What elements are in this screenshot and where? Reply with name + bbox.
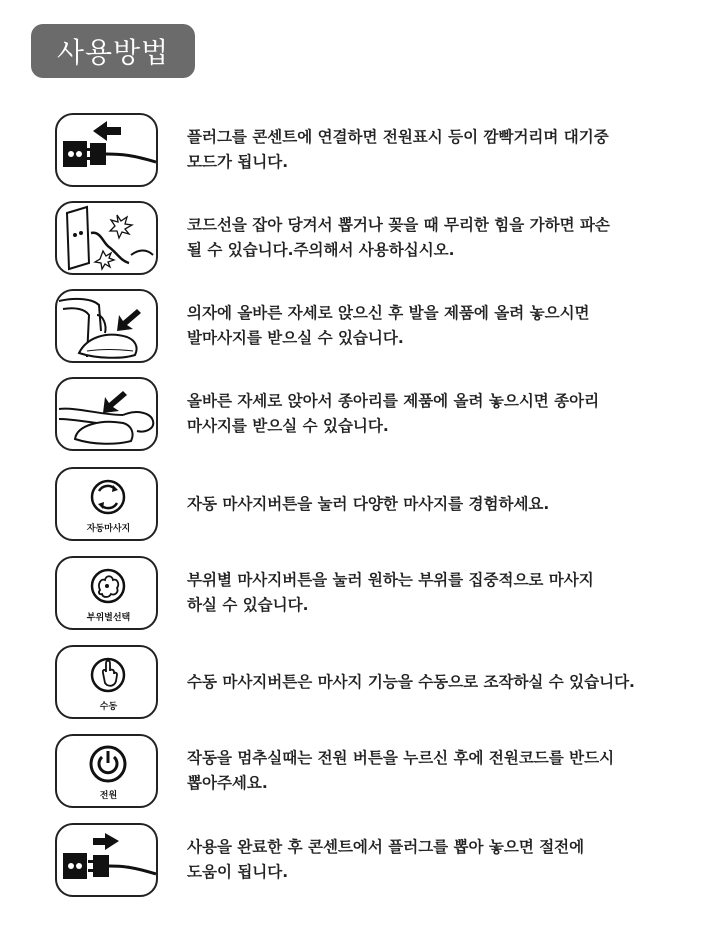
plug-in-icon xyxy=(55,113,158,187)
button-label: 수동 xyxy=(99,702,118,712)
step-line: 올바른 자세로 앉아서 종아리를 제품에 올려 놓으시면 종아리 xyxy=(187,392,600,410)
step-auto-massage xyxy=(55,467,695,545)
step-line: 발마사지를 받으실 수 있습니다. xyxy=(187,329,404,347)
step-manual xyxy=(55,645,695,723)
step-line: 될 수 있습니다.주의해서 사용하십시오. xyxy=(187,241,455,259)
step-text xyxy=(187,289,692,363)
chair-foot-massage-icon xyxy=(55,289,158,363)
step-line: 마사지를 받으실 수 있습니다. xyxy=(187,417,389,435)
step-text xyxy=(187,823,692,897)
step-text xyxy=(187,645,692,719)
step-line: 작동을 멈추실때는 전원 버튼을 누르신 후에 전원코드를 반드시 xyxy=(187,749,615,767)
step-calf-massage xyxy=(55,377,695,455)
step-text xyxy=(187,556,692,630)
auto-massage-button-icon xyxy=(55,467,158,541)
step-plug-in xyxy=(55,113,695,191)
step-cord-warning xyxy=(55,201,695,279)
manual-button-icon xyxy=(55,645,158,719)
cord-pull-warning-icon xyxy=(55,201,158,275)
step-line: 자동 마사지버튼을 눌러 다양한 마사지를 경험하세요. xyxy=(187,494,550,513)
area-select-button-icon xyxy=(55,556,158,630)
button-label: 자동마사지 xyxy=(86,524,131,534)
step-line: 부위별 마사지버튼을 눌러 원하는 부위를 집중적으로 마사지 xyxy=(187,571,594,589)
step-text xyxy=(187,113,692,187)
power-button-icon xyxy=(55,734,158,808)
step-line: 플러그를 콘센트에 연결하면 전원표시 등이 깜빡거리며 대기중 xyxy=(187,128,609,146)
step-line: 뽑아주세요. xyxy=(187,774,268,792)
step-line: 모드가 됩니다. xyxy=(187,153,289,171)
page-title: 사용방법 xyxy=(56,36,170,69)
step-line: 사용을 완료한 후 콘센트에서 플러그를 뽑아 놓으면 절전에 xyxy=(187,838,585,856)
step-line: 하실 수 있습니다. xyxy=(187,596,309,614)
button-label: 부위별선택 xyxy=(86,613,131,623)
step-foot-massage xyxy=(55,289,695,367)
step-unplug xyxy=(55,823,695,901)
step-text xyxy=(187,201,692,275)
step-text xyxy=(187,377,692,451)
title-badge xyxy=(31,24,195,78)
step-text xyxy=(187,467,692,541)
unplug-icon xyxy=(55,823,158,897)
step-line: 코드선을 잡아 당겨서 뽑거나 꽂을 때 무리한 힘을 가하면 파손 xyxy=(187,216,610,234)
button-label: 전원 xyxy=(99,791,118,801)
step-area-select xyxy=(55,556,695,634)
step-line: 수동 마사지버튼은 마사지 기능을 수동으로 조작하실 수 있습니다. xyxy=(187,672,635,691)
calf-massage-icon xyxy=(55,377,158,451)
step-power xyxy=(55,734,695,812)
step-line: 의자에 올바른 자세로 앉으신 후 발을 제품에 올려 놓으시면 xyxy=(187,304,590,322)
step-line: 도움이 됩니다. xyxy=(187,863,289,881)
step-text xyxy=(187,734,692,808)
